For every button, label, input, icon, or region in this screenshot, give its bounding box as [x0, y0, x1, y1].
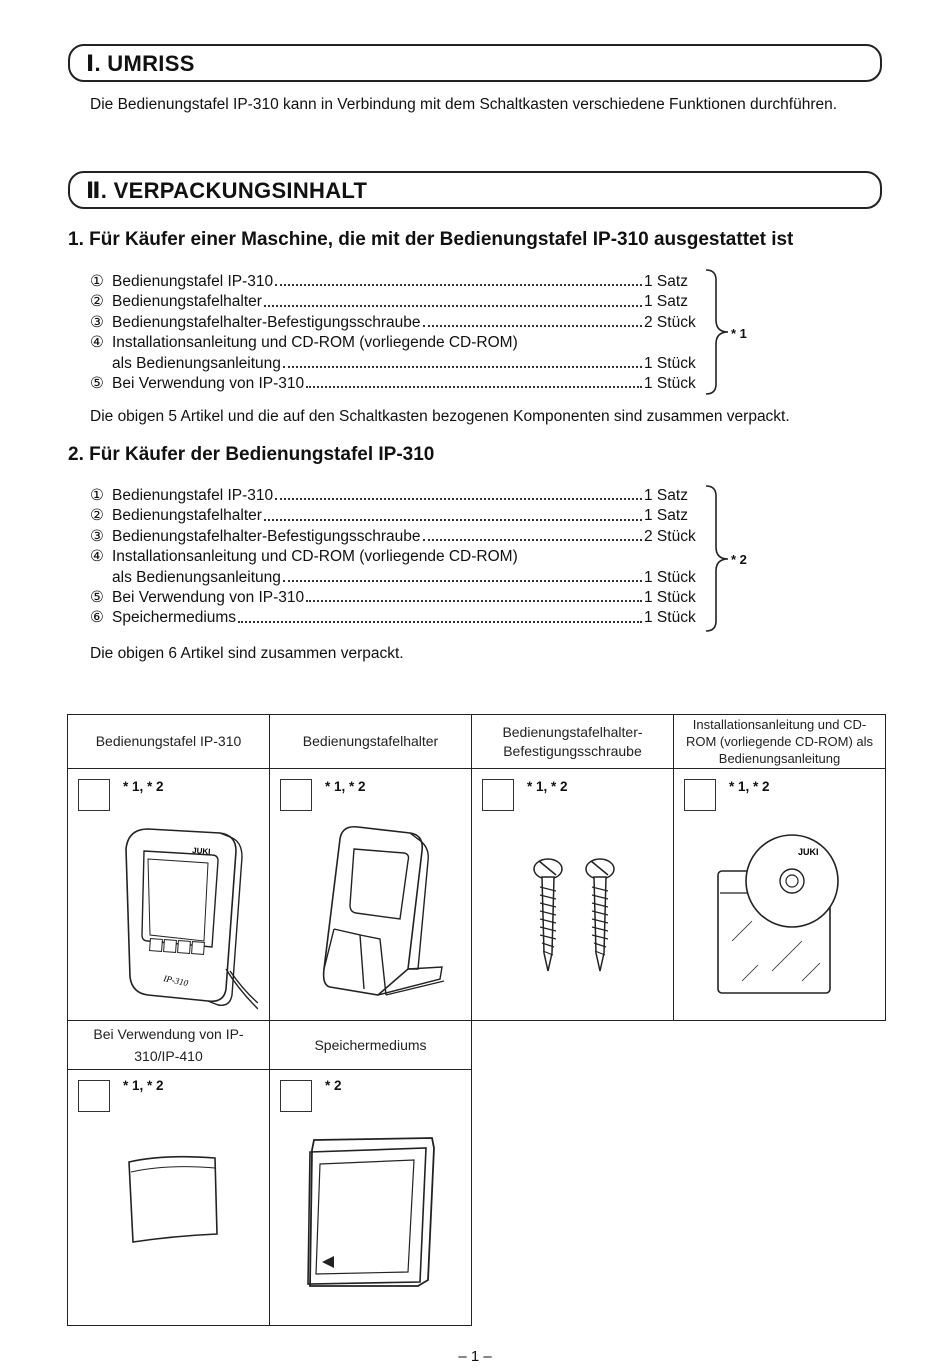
component-cell-storage — [269, 1069, 472, 1326]
sub-heading-1: 1. Für Käufer einer Maschine, die mit der Bedienungstafel IP-310 ausgestattet ist — [68, 229, 794, 250]
list-item: ③ Bedienungstafelhalter-Befestigungsschraube 2 Stück — [90, 527, 696, 545]
component-cell-screw — [471, 768, 674, 1021]
list-item: ① Bedienungstafel IP-310 1 Satz — [90, 487, 688, 504]
component-header-ip310-usage: Bei Verwendung von IP-310/IP-410 — [67, 1020, 270, 1070]
note-1: Die obigen 5 Artikel und die auf den Schaltkasten bezogenen Komponenten sind zusammen verpackt. — [90, 408, 790, 425]
group-mark-2: * 2 — [731, 552, 747, 567]
intro-paragraph: Die Bedienungstafel IP-310 kann in Verbindung mit dem Schaltkasten verschiedene Funktionen durchführen. — [90, 96, 838, 113]
component-mark: * 1, * 2 — [123, 1078, 164, 1093]
panel-holder-illustration — [300, 819, 460, 1019]
svg-text:IP-310: IP-310 — [162, 973, 190, 989]
component-header-panel: Bedienungstafel IP-310 — [67, 714, 270, 769]
section-title: Ⅰ. UMRISS — [86, 51, 195, 76]
section-title: Ⅱ. VERPACKUNGSINHALT — [86, 178, 368, 203]
list-item: ② Bedienungstafelhalter 1 Satz — [90, 507, 688, 525]
list-item: ⑥ Speichermediums 1 Stück — [90, 609, 696, 627]
list-item: ④ Installationsanleitung und CD-ROM (vorliegende CD-ROM) — [90, 334, 518, 352]
operation-panel-illustration — [108, 819, 258, 1019]
component-mark: * 1, * 2 — [729, 779, 770, 794]
svg-text:JUKI: JUKI — [798, 847, 819, 857]
screw-illustration — [522, 857, 632, 977]
list-item: ③ Bedienungstafelhalter-Befestigungsschraube 2 Stück — [90, 313, 696, 331]
checkbox[interactable] — [482, 779, 514, 811]
list-item: als Bedienungsanleitung 1 Stück — [112, 568, 696, 586]
component-header-storage: Speichermediums — [269, 1020, 472, 1070]
component-cell-ip310-usage — [67, 1069, 270, 1326]
list-item: ⑤ Bei Verwendung von IP-310 1 Stück — [90, 374, 696, 392]
list-item: ④ Installationsanleitung und CD-ROM (vorliegende CD-ROM) — [90, 548, 518, 566]
cdrom-illustration — [712, 821, 852, 1001]
component-header-screw: Bedienungstafelhalter-Befestigungsschraube — [471, 714, 674, 769]
note-2: Die obigen 6 Artikel sind zusammen verpackt. — [90, 645, 404, 662]
component-mark: * 1, * 2 — [527, 779, 568, 794]
component-mark: * 1, * 2 — [123, 779, 164, 794]
component-cell-holder — [269, 768, 472, 1021]
checkbox[interactable] — [280, 779, 312, 811]
sub-heading-2: 2. Für Käufer der Bedienungstafel IP-310 — [68, 444, 435, 465]
item-list-2 — [90, 486, 702, 629]
svg-text:JUKI: JUKI — [191, 846, 211, 857]
component-cell-panel — [67, 768, 270, 1021]
list-item: ② Bedienungstafelhalter 1 Satz — [90, 293, 688, 311]
checkbox[interactable] — [78, 779, 110, 811]
list-item: ① Bedienungstafel IP-310 1 Satz — [90, 273, 688, 290]
section-header-umriss — [68, 44, 882, 82]
memory-card-illustration — [300, 1132, 440, 1292]
component-header-cdrom: Installationsanleitung und CD-ROM (vorliegende CD-ROM) als Bedienungsanleitung — [673, 714, 886, 769]
group-brace — [702, 268, 732, 396]
section-header-verpackungsinhalt — [68, 171, 882, 209]
component-header-holder: Bedienungstafelhalter — [269, 714, 472, 769]
list-item: als Bedienungsanleitung 1 Stück — [112, 354, 696, 372]
checkbox[interactable] — [78, 1080, 110, 1112]
component-mark: * 2 — [325, 1078, 342, 1093]
item-list-1 — [90, 272, 702, 394]
group-brace — [702, 484, 732, 634]
component-cell-cdrom — [673, 768, 886, 1021]
page-number: – 1 – — [458, 1348, 492, 1365]
checkbox[interactable] — [684, 779, 716, 811]
group-mark-1: * 1 — [731, 326, 747, 341]
booklet-illustration — [123, 1150, 223, 1250]
component-mark: * 1, * 2 — [325, 779, 366, 794]
checkbox[interactable] — [280, 1080, 312, 1112]
list-item: ⑤ Bei Verwendung von IP-310 1 Stück — [90, 588, 696, 606]
